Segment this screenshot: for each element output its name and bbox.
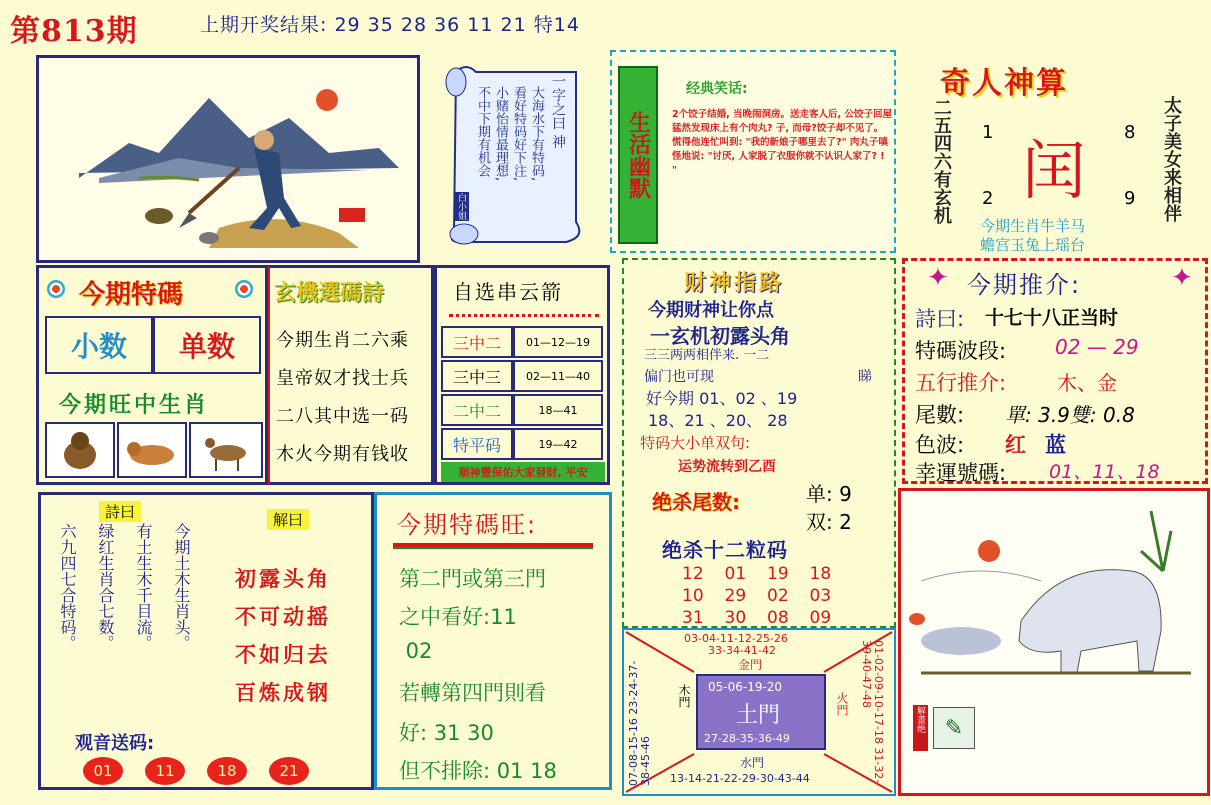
guanyin-ball: 01 (83, 757, 123, 785)
rec-label-5: 色波: (915, 433, 965, 457)
kill-num: 19 (767, 564, 789, 584)
caishen-line-4b: 睇 (858, 369, 872, 385)
farmer-picture (36, 55, 420, 263)
earth-door-label: 土門 (736, 703, 781, 728)
door-top-2: 33-34-41-42 (708, 644, 776, 657)
wang-line-4: 若轉第四門則看 (399, 681, 546, 705)
special-panel (36, 265, 268, 485)
recommend-panel (902, 258, 1208, 484)
joke-body: 2个饺子结婚, 当晚闹洞房。送走客人后, 公饺子回屋猛然发现床上有个肉丸? 子, 而母?饺子却不见了。慌得他连忙叫到: "我的新娘子哪里去了?" 肉丸子嗔怪地说: "讨厌, 人家脱了衣服你就不认识人家了? ! " (672, 109, 892, 176)
rocket-decoration (449, 306, 599, 317)
rec-value-5a: 红 (1005, 433, 1026, 457)
rec-label-1: 詩曰: (915, 307, 965, 331)
rocket-row-2-label (441, 360, 513, 392)
caishen-line-6: 18、21 、20、 28 (648, 411, 788, 430)
scroll-panel (436, 62, 596, 252)
rocket-row-1-value (513, 326, 603, 358)
poem-line-1: 今期生肖二六乘 (276, 330, 409, 351)
shiyue-panel (38, 492, 374, 790)
kill-tail-label: 绝杀尾数: (652, 490, 740, 514)
rocket-panel (434, 265, 610, 485)
earth-bottom: 27-28-35-36-49 (704, 732, 790, 745)
small-number (45, 316, 153, 374)
kill-num: 03 (809, 586, 832, 606)
jie-line-3: 不如归去 (235, 643, 331, 667)
kill-num: 10 (682, 586, 704, 606)
poem-title: 玄機選碼詩 (274, 281, 385, 306)
guanyin-ball: 18 (207, 757, 247, 785)
poem-line-2: 皇帝奴才找士兵 (276, 368, 409, 389)
rocket-row-4-label (441, 428, 513, 460)
kill-num: 29 (724, 586, 747, 606)
wang-line-2: 之中看好:11 (399, 605, 517, 629)
scroll-seal: 白小姐 (454, 192, 469, 221)
guanyin-ball: 21 (269, 757, 309, 785)
rocket-row-2-label-text: 三中三 (452, 367, 501, 387)
odd-number (153, 316, 261, 374)
target-icon (235, 280, 253, 298)
rocket-row-3-label (441, 394, 513, 426)
caishen-line-4: 偏门也可现 (644, 369, 714, 385)
joke-panel (610, 50, 896, 253)
rocket-row-3-label-text: 二中二 (452, 401, 501, 421)
kill-grid (682, 564, 852, 628)
shiyue-col-1: 今期土木生肖头。 (172, 523, 191, 651)
rocket-row-4-value (513, 428, 603, 460)
qiren-n9: 9 (1124, 188, 1136, 209)
scroll-line-1: 一字之曰 神 (550, 74, 566, 149)
scroll-line-2: 大海水下有特码, (529, 86, 544, 182)
poem-line-4: 木火今期有钱收 (276, 444, 409, 465)
tiger-picture (117, 422, 187, 478)
shiyue-col-3: 绿红生肖合七数。 (96, 523, 115, 651)
kill-num: 01 (724, 564, 747, 584)
monkey-picture (45, 422, 115, 478)
rec-value-5b: 蓝 (1045, 433, 1066, 457)
earth-top: 05-06-19-20 (708, 680, 783, 694)
rec-value-2: 02 — 29 (1055, 335, 1139, 359)
qiren-right: 太子美女来相伴 (1161, 96, 1182, 222)
rocket-row-2-value-text: 02—11—40 (526, 369, 590, 383)
shiyue-col-4: 六九四七合特码。 (58, 523, 77, 651)
caishen-line-7: 特码大小单双句: (640, 434, 751, 452)
wang-line-5: 好: 31 30 (399, 721, 494, 745)
kill-num: 12 (682, 564, 704, 584)
poem-line-3: 二八其中选一码 (276, 406, 409, 427)
rocket-footer: 顺神豐保佑大家發財, 平安 (441, 462, 605, 482)
qiren-panel (902, 50, 1208, 255)
odd-number-label: 单数 (178, 330, 235, 363)
rocket-row-4-value-text: 19—42 (538, 437, 578, 451)
caishen-line-8: 运势流转到乙酉 (678, 459, 776, 475)
rec-label-2: 特碼波段: (915, 339, 1007, 363)
earth-door (696, 674, 826, 750)
rocket-row-2-value (513, 360, 603, 392)
rec-label-3: 五行推介: (915, 371, 1007, 395)
door-bottom: 13-14-21-22-29-30-43-44 (670, 772, 810, 785)
rocket-row-4-label-text: 特平码 (452, 435, 501, 455)
rocket-row-1-value-text: 01—12—19 (526, 335, 590, 349)
deer-picture (189, 422, 263, 478)
jie-line-4: 百炼成钢 (235, 681, 331, 705)
rocket-row-1-label (441, 326, 513, 358)
guanyin-label: 观音送码: (75, 733, 155, 754)
small-number-label: 小数 (70, 330, 127, 363)
qiren-n8: 8 (1124, 122, 1136, 143)
jie-tag: 解曰 (267, 509, 309, 530)
wang-title: 今期特碼旺: (397, 511, 538, 539)
kill-num: 08 (767, 608, 789, 628)
kill-num: 30 (724, 608, 747, 628)
rec-value-4: 單: 3.9雙: 0.8 (1005, 403, 1135, 427)
shiyue-col-2: 有土生木千目流。 (134, 523, 153, 651)
door-left: 07-08-15-16 23-24-37-38-45-46 (627, 660, 652, 786)
rocket-row-3-value (513, 394, 603, 426)
target-icon (47, 280, 65, 298)
wang-line-1: 第二門或第三門 (399, 567, 546, 591)
rec-value-1: 十七十八正当时 (985, 307, 1119, 329)
scroll-line-3: 看好特码好下注, (511, 86, 526, 182)
rocket-title: 自选串云箭 (453, 280, 563, 304)
wood-door-label: 木門 (677, 684, 691, 708)
gold-door-label: 金門 (738, 658, 763, 672)
water-door-label: 水門 (740, 756, 765, 770)
wang-underline (393, 543, 593, 549)
wang-panel (374, 492, 612, 790)
qiren-title: 奇人神算 (940, 66, 1068, 101)
recommend-title: 今期推介: (967, 271, 1082, 299)
kill-tail-single: 单: 9 (806, 482, 852, 506)
rhino-picture (898, 488, 1210, 796)
caishen-title: 财神指路 (684, 271, 785, 296)
wang-line-6: 但不排除: 01 18 (399, 759, 557, 783)
caishen-line-3: 三三两两相伴来. 一二 (644, 348, 770, 363)
qiren-center: 闰 (1022, 135, 1086, 209)
kill-num: 18 (809, 564, 832, 584)
jie-line-1: 初露头角 (235, 567, 331, 591)
rec-label-4: 尾數: (915, 403, 965, 427)
zodiac-label: 今期旺中生肖 (59, 393, 210, 418)
door-right: 01-02-09-10-17-18 31-32-39-40-47-48 (860, 640, 885, 784)
jie-line-2: 不可动摇 (235, 605, 331, 629)
rocket-row-3-value-text: 18—41 (538, 403, 578, 417)
last-result: 上期开奖结果: 29 35 28 36 11 21 特14 (200, 14, 580, 36)
door-top-1: 03-04-11-12-25-26 (684, 632, 788, 645)
caishen-line-2: 一玄机初露头角 (650, 324, 790, 348)
caishen-panel (622, 258, 896, 628)
poem-panel (268, 265, 434, 485)
star-icon: ✦ (927, 263, 949, 293)
qiren-line2: 蟾宫玉兔上瑶台 (980, 236, 1086, 254)
kill-12-title: 绝杀十二粒码 (662, 538, 788, 562)
scroll-line-5: 不中下期有机会 (475, 86, 490, 177)
rec-value-6: 01、11、18 (1049, 461, 1160, 483)
joke-title: 经典笑话: (686, 81, 748, 97)
issue-number: 第813期 (10, 14, 138, 49)
kill-num: 31 (682, 608, 704, 628)
jiema-tag: 解畫绝 (913, 705, 928, 751)
star-icon: ✦ (1171, 263, 1193, 293)
kill-tail-double: 双: 2 (806, 510, 852, 534)
fire-door-label: 火門 (835, 692, 849, 716)
joke-tag: 生活幽默 (618, 66, 658, 244)
rec-value-3: 木、金 (1057, 371, 1117, 395)
qiren-left: 二五四六有玄机 (931, 98, 952, 224)
qiren-line1: 今期生肖牛羊马 (980, 217, 1086, 235)
rec-label-6: 幸運號碼: (915, 461, 1007, 485)
guanyin-ball: 11 (145, 757, 185, 785)
rocket-row-1-label-text: 三中二 (452, 333, 501, 353)
wang-line-3: 02 (399, 639, 433, 663)
kill-num: 09 (809, 608, 832, 628)
qiren-n1: 1 (982, 122, 994, 143)
kill-num: 02 (767, 586, 789, 606)
doors-panel (622, 628, 896, 796)
caishen-line-1: 今期财神让你点 (648, 300, 774, 321)
jiema-icon: ✎ (933, 707, 975, 749)
qiren-n2: 2 (982, 188, 994, 209)
shiyue-tag: 詩曰 (99, 501, 141, 522)
special-title: 今期特碼 (79, 280, 184, 310)
caishen-line-5: 好今期 01、02 、19 (646, 389, 798, 408)
scroll-line-4: 小赌怡情最理想, (493, 86, 508, 182)
